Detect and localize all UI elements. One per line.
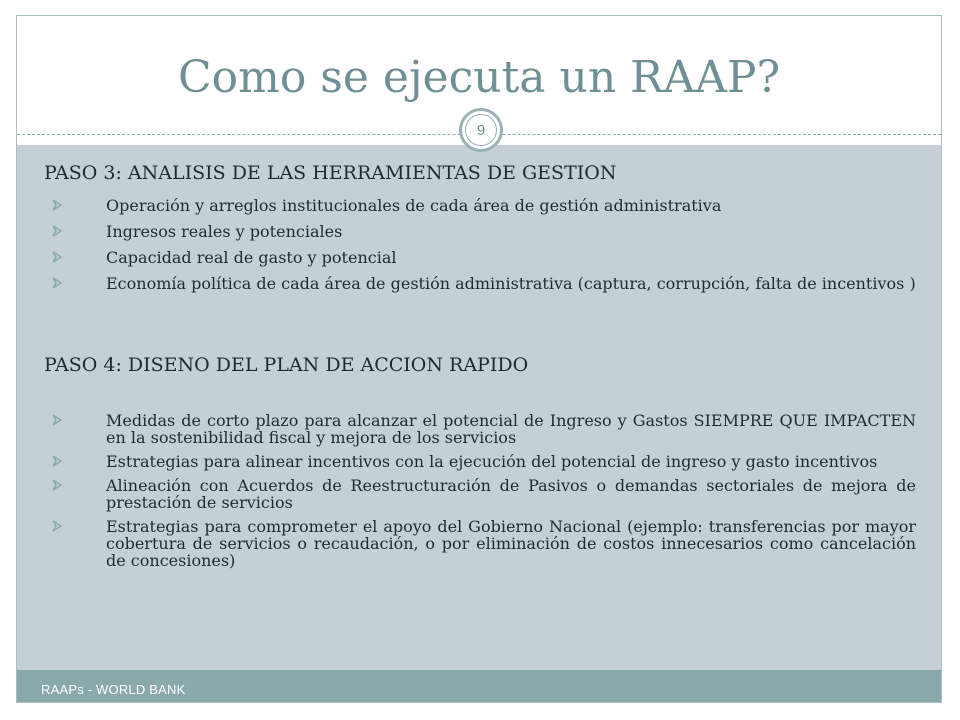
list-item (44, 249, 916, 266)
section-4-list (44, 412, 916, 569)
list-item (44, 453, 916, 470)
list-item-text: Estrategias para comprometer el apoyo del Gobierno Nacional (ejemplo: transferencias por mayor cobertura de servicios o recaudación, o por eliminación de costos innecesarios como cancelación de concesiones) (106, 517, 916, 570)
list-item (44, 223, 916, 240)
arrowhead-bullet-icon (50, 250, 64, 264)
list-item-text: Medidas de corto plazo para alcanzar el potencial de Ingreso y Gastos SIEMPRE QUE IMPACTEN en la sostenibilidad fiscal y mejora de los servicios (106, 411, 916, 447)
list-item-text: Alineación con Acuerdos de Reestructuración de Pasivos o demandas sectoriales de mejora de prestación de servicios (106, 476, 916, 512)
section-heading-paso-3: PASO 3: ANALISIS DE LAS HERRAMIENTAS DE GESTION (44, 162, 617, 184)
arrowhead-bullet-icon (50, 454, 64, 468)
arrowhead-bullet-icon (50, 413, 64, 427)
list-item (44, 412, 916, 446)
arrowhead-bullet-icon (50, 198, 64, 212)
arrowhead-bullet-icon (50, 224, 64, 238)
arrowhead-bullet-icon (50, 276, 64, 290)
footer-text: RAAPs - WORLD BANK (41, 682, 186, 697)
section-heading-paso-4: PASO 4: DISENO DEL PLAN DE ACCION RAPIDO (44, 354, 529, 376)
list-item-text: Operación y arreglos institucionales de cada área de gestión administrativa (106, 196, 722, 215)
list-item (44, 197, 916, 214)
list-item-text: Economía política de cada área de gestión administrativa (captura, corrupción, falta de incentivos ) (106, 274, 916, 293)
section-3-list (44, 197, 916, 292)
slide-title: Como se ejecuta un RAAP? (177, 52, 781, 103)
footer-bar (17, 670, 941, 702)
list-item (44, 477, 916, 511)
list-item (44, 518, 916, 569)
list-item-text: Estrategias para alinear incentivos con la ejecución del potencial de ingreso y gasto incentivos (106, 452, 878, 471)
list-item (44, 275, 916, 292)
arrowhead-bullet-icon (50, 519, 64, 533)
list-item-text: Capacidad real de gasto y potencial (106, 248, 397, 267)
arrowhead-bullet-icon (50, 478, 64, 492)
list-item-text: Ingresos reales y potenciales (106, 222, 343, 241)
slide-number-badge: 9 (459, 108, 503, 152)
